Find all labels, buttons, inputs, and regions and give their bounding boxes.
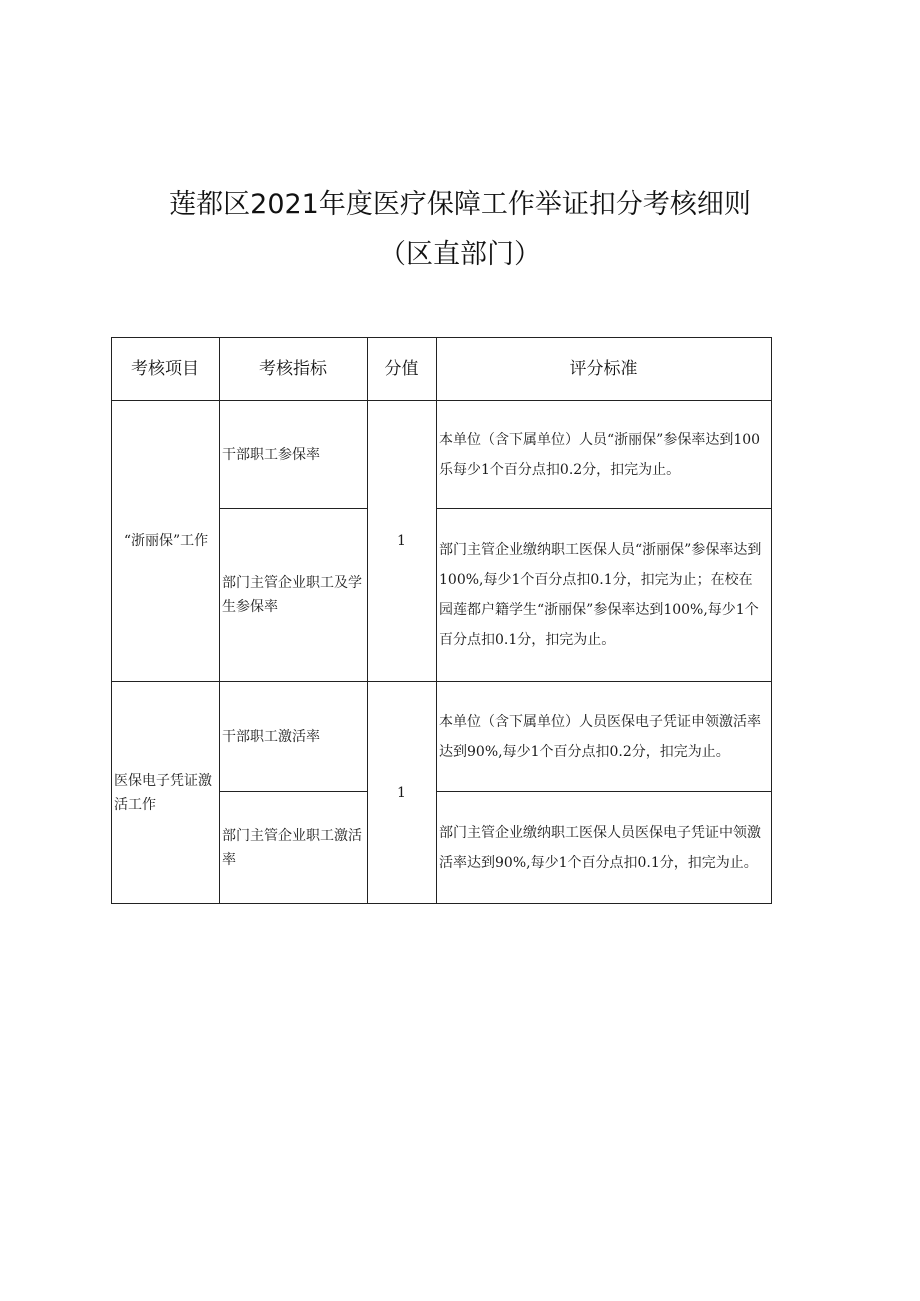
criteria-cell: 本单位（含下属单位）人员“浙丽保”参保率达到100乐每少1个百分点扣0.2分，扣完为止。 [439, 431, 761, 478]
header-criteria: 评分标准 [569, 358, 638, 379]
criteria-cell: 部门主管企业缴纳职工医保人员医保电子凭证中领激活率达到90%,每少1个百分点扣0.1分，扣完为止。 [439, 824, 761, 871]
document-title: 莲都区2021年度医疗保障工作举证扣分考核细则 [169, 189, 751, 220]
document-subtitle: （区直部门） [379, 239, 541, 270]
criteria-cell: 部门主管企业缴纳职工医保人员“浙丽保”参保率达到100%,每少1个百分点扣0.1分，扣完为止；在校在园莲都户籍学生“浙丽保”参保率达到100%,每少1个百分点扣0.1分，扣完为止。 [439, 542, 762, 648]
group-score-cell: 1 [397, 533, 406, 549]
indicator-cell: 部门主管企业职工激活率 [222, 827, 362, 868]
assessment-table [111, 337, 772, 904]
table-border-bottom [111, 903, 772, 904]
group-item-cell: 医保电子凭证激活工作 [114, 772, 212, 813]
indicator-cell: 部门主管企业职工及学生参保率 [222, 575, 362, 615]
indicator-cell: 干部职工参保率 [222, 446, 320, 463]
criteria-cell: 本单位（含下属单位）人员医保电子凭证申领激活率达到90%,每少1个百分点扣0.2分，扣完为止。 [439, 713, 761, 760]
header-indicator: 考核指标 [259, 358, 327, 379]
header-item: 考核项目 [131, 358, 199, 379]
header-score: 分值 [384, 358, 419, 379]
group-score-cell: 1 [397, 784, 406, 801]
indicator-cell: 干部职工激活率 [222, 728, 320, 745]
table-border-right [771, 337, 772, 904]
group-item-cell: “浙丽保”工作 [123, 533, 209, 549]
